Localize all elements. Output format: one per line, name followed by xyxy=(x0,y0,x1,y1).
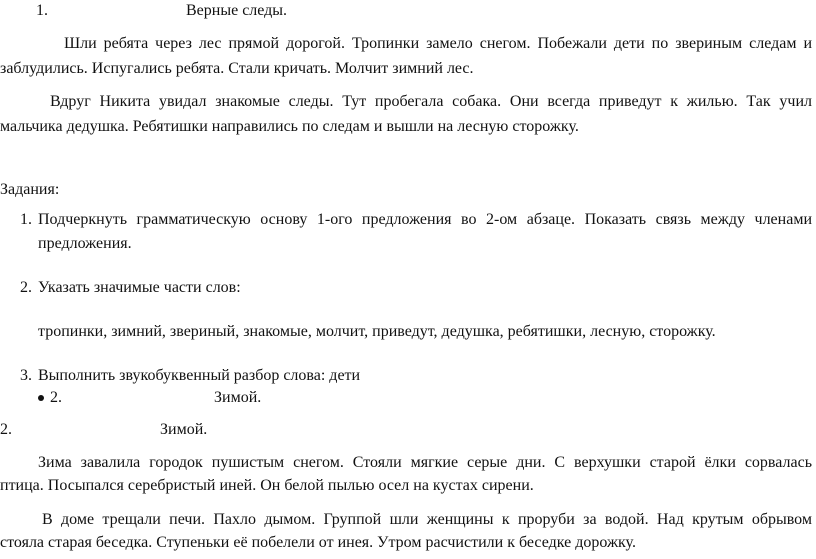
task-2-word-list: тропинки, зимний, звериный, знакомые, молчит, приведут, дедушка, ребятишки, лесную, сторожку. xyxy=(38,323,716,340)
paragraph-4-line-2: стояла старая беседка. Ступеньки её побелели от инея. Утром расчистили к беседке дорожку. xyxy=(0,534,636,551)
section-2-number: 2. xyxy=(0,421,12,438)
section-1-number: 1. xyxy=(36,2,48,19)
tasks-heading: Задания: xyxy=(0,181,60,198)
paragraph-1-line-1: Шли ребята через лес прямой дорогой. Тропинки замело снегом. Побежали дети по звериным следам и xyxy=(64,35,812,52)
task-1-number: 1. xyxy=(20,211,32,228)
task-2-number: 2. xyxy=(20,279,32,296)
bullet-icon xyxy=(38,395,44,401)
paragraph-4-line-1: В доме трещали печи. Пахло дымом. Группой шли женщины к проруби за водой. Над крутым обрывом xyxy=(42,511,812,528)
bullet-item-number: 2. xyxy=(50,389,62,406)
paragraph-2-line-1: Вдруг Никита увидал знакомые следы. Тут пробегала собака. Они всегда приведут к жилью. Так учил xyxy=(50,93,812,110)
paragraph-2-line-2: мальчика дедушка. Ребятишки направились по следам и вышли на лесную сторожку. xyxy=(0,118,579,135)
bullet-item-title: Зимой. xyxy=(214,389,262,406)
paragraph-3-line-1: Зима завалила городок пушистым снегом. Стояли мягкие серые дни. С верхушки старой ёлки сорвалась xyxy=(38,454,812,471)
section-2-title: Зимой. xyxy=(160,421,208,438)
paragraph-3-line-2: птица. Посыпался серебристый иней. Он белой пылью осел на кустах сирени. xyxy=(0,477,534,494)
bullet-item xyxy=(38,388,62,408)
paragraph-1-line-2: заблудились. Испугались ребята. Стали кричать. Молчит зимний лес. xyxy=(0,60,474,77)
task-2-text: Указать значимые части слов: xyxy=(38,279,241,296)
task-1-line-1: Подчеркнуть грамматическую основу 1-ого предложения во 2-ом абзаце. Показать связь между членами xyxy=(38,211,812,228)
section-1-title: Верные следы. xyxy=(186,2,288,19)
task-3-number: 3. xyxy=(20,367,32,384)
task-3-text: Выполнить звукобуквенный разбор слова: дети xyxy=(38,367,361,384)
task-1-line-2: предложения. xyxy=(38,235,132,252)
